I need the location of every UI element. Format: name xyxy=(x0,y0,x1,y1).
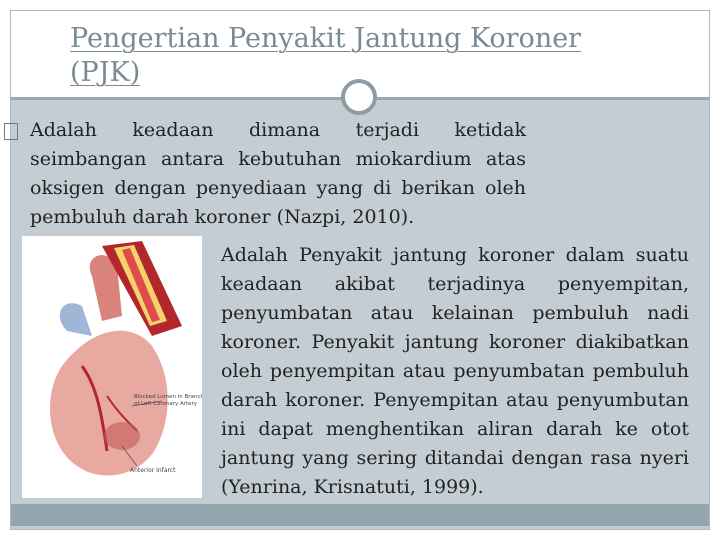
decorative-circle xyxy=(341,79,377,115)
slide-title: Pengertian Penyakit Jantung Koroner (PJK) xyxy=(70,23,582,88)
label-blocked-lumen: Blocked Lumen in Branch xyxy=(134,394,202,400)
body-paragraph: Adalah Penyakit jantung koroner dalam suatu keadaan akibat terjadinya penyempitan, penyumbatan atau kelainan pembuluh nadi koroner. Penyakit jantung koroner diakibatkan oleh penyempitan atau penyumbatan pembuluh darah koroner. Penyempitan atau penyumbutan ini dapat menghentikan aliran darah ke otot jantung yang sering ditandai dengan rasa nyeri (Yenrina, Krisnatuti, 1999). xyxy=(221,244,689,498)
bullet-paragraph xyxy=(30,116,526,232)
bullet-icon xyxy=(4,123,18,140)
label-left-coronary: of Left Coronary Artery xyxy=(134,401,198,407)
bottom-bar xyxy=(11,504,709,526)
vein-shape xyxy=(60,303,92,336)
label-anterior-infarct: Anterior Infarct xyxy=(130,467,176,474)
infarct-area xyxy=(104,422,140,450)
heart-diagram xyxy=(22,236,202,498)
heart-illustration xyxy=(22,236,202,498)
bullet-text: Adalah keadaan dimana terjadi ketidak seimbangan antara kebutuhan miokardium atas oksigen dengan penyediaan yang di berikan oleh pembuluh darah koroner (Nazpi, 2010). xyxy=(30,119,526,228)
